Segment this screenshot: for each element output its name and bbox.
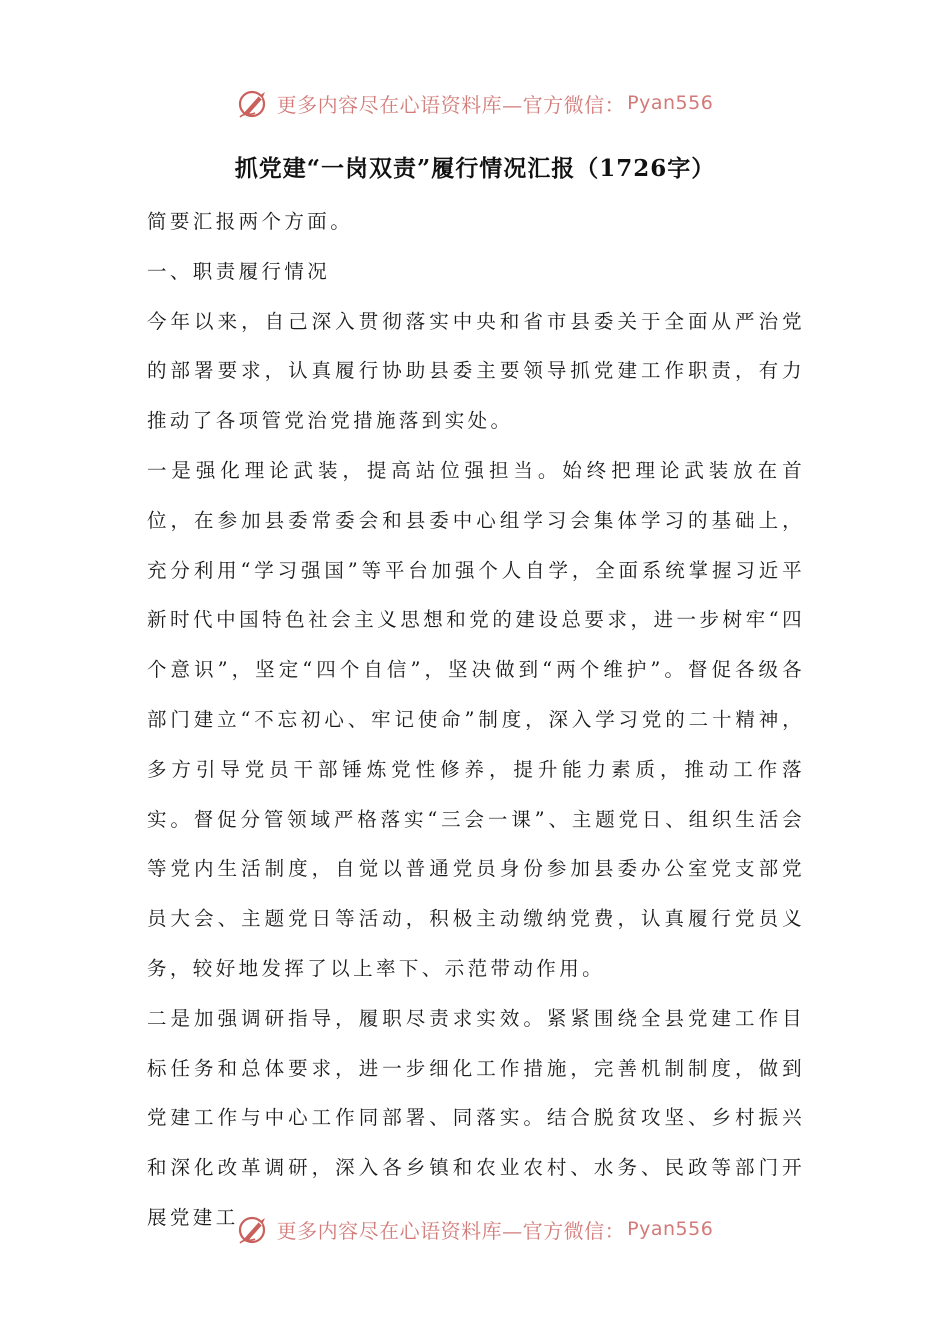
watermark-footer xyxy=(0,1212,950,1246)
paragraph-point-2: 二是加强调研指导，履职尽责求实效。紧紧围绕全县党建工作目标任务和总体要求，进一步细化工作措施，完善机制制度，做到党建工作与中心工作同部署、同落实。结合脱贫攻坚、乡村振兴和深化改革调研，深入各乡镇和农业农村、水务、民政等部门开展党建工 xyxy=(147,1006,805,1229)
watermark-text: 更多内容尽在心语资料库—官方微信： xyxy=(276,1218,626,1243)
watermark-text: 更多内容尽在心语资料库—官方微信： xyxy=(276,92,626,117)
pen-nib-circle-icon xyxy=(237,1212,271,1246)
document-body xyxy=(147,197,805,1243)
paragraph-intro: 简要汇报两个方面。 xyxy=(147,210,354,233)
paragraph-point-1: 一是强化理论武装，提高站位强担当。始终把理论武装放在首位，在参加县委常委会和县委中心组学习会集体学习的基础上，充分利用“学习强国”等平台加强个人自学，全面系统掌握习近平新时代中国特色社会主义思想和党的建设总要求，进一步树牢“四个意识”，坚定“四个自信”，坚决做到“两个维护”。督促各级各部门建立“不忘初心、牢记使命”制度，深入学习党的二十精神，多方引导党员干部锤炼党性修养，提升能力素质，推动工作落实。督促分管领域严格落实“三会一课”、主题党日、组织生活会等党内生活制度，自觉以普通党员身份参加县委办公室党支部党员大会、主题党日等活动，积极主动缴纳党费，认真履行党员义务，较好地发挥了以上率下、示范带动作用。 xyxy=(147,458,805,980)
paragraph-overview: 今年以来，自己深入贯彻落实中央和省市县委关于全面从严治党的部署要求，认真履行协助县委主要领导抓党建工作职责，有力推动了各项管党治党措施落到实处。 xyxy=(147,309,805,433)
watermark-wechat-id: Pyan556 xyxy=(627,92,714,114)
document-title: 抓党建“一岗双责”履行情况汇报（1726字） xyxy=(234,155,716,182)
watermark-wechat-id: Pyan556 xyxy=(627,1218,714,1240)
watermark-header xyxy=(0,86,950,120)
pen-nib-circle-icon xyxy=(237,86,271,120)
section-heading-1: 一、职责履行情况 xyxy=(147,259,331,283)
